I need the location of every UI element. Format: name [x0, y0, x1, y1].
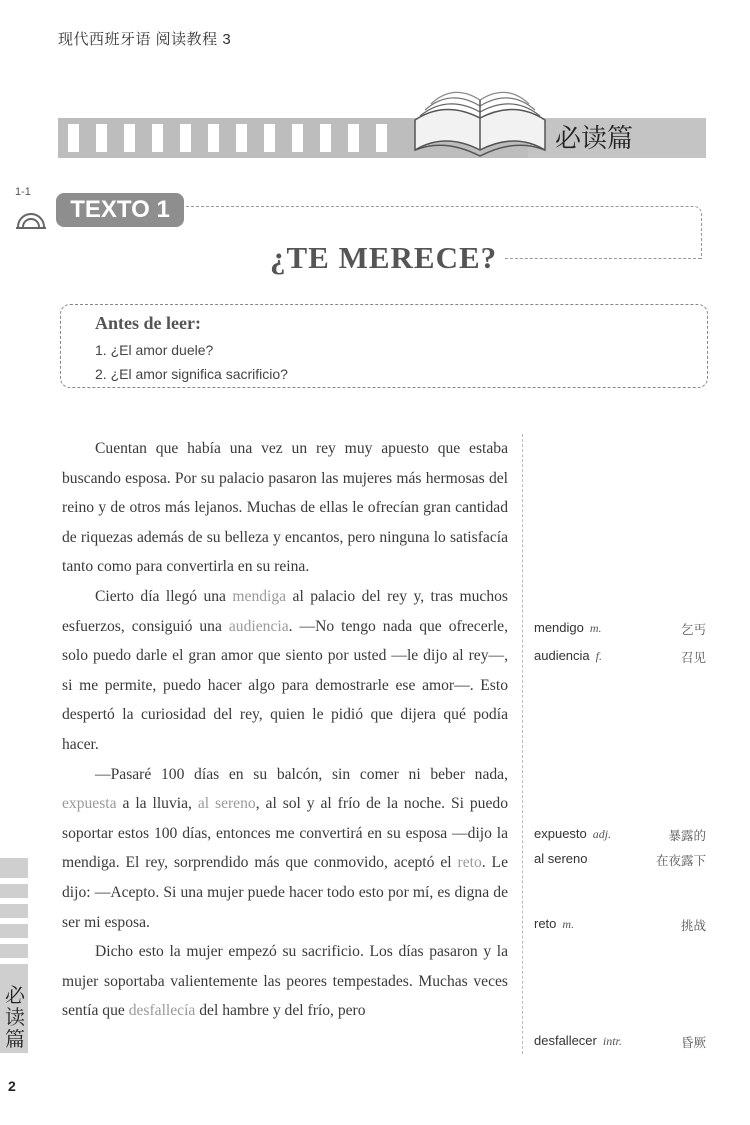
- vocab-meaning: 乞丐: [680, 623, 706, 637]
- side-tab-label: 必读篇: [5, 985, 25, 1051]
- vocab-entry: [534, 648, 706, 664]
- title-frame-tail: [505, 258, 701, 259]
- vocab-meaning: 暴露的: [668, 829, 706, 843]
- vocab-entry: [534, 1033, 706, 1049]
- vocab-entry: [534, 620, 706, 636]
- vocab-gram: m.: [589, 621, 602, 635]
- vocab-meaning: 召见: [680, 651, 706, 665]
- vocab-highlight: mendiga: [232, 587, 287, 605]
- prereading-question: 1. ¿El amor duele?: [95, 342, 214, 358]
- page-number: 2: [8, 1078, 16, 1094]
- texto-number: 1-1: [15, 186, 31, 198]
- vocab-word: mendigo: [534, 620, 584, 635]
- paragraph: —Pasaré 100 días en su balcón, sin comer ni beber nada, expuesta a la lluvia, al sereno, al sol y al frío de la noche. Si puedo soportar estos 100 días, entonces me convertirá en su esposa —dijo la mendiga. El rey, sorprendido más que conmovido, aceptó el reto. Le dijo: —Acepto. Si una mujer puede hacer todo esto por mí, es digna de ser mi esposa.: [62, 765, 508, 931]
- vocab-entry: [534, 851, 706, 866]
- vocab-highlight: desfallecía: [128, 1002, 196, 1020]
- vocab-word: al sereno: [534, 851, 588, 866]
- vocab-entry: [534, 826, 706, 842]
- audio-track-icon[interactable]: [14, 205, 48, 231]
- texto-badge: TEXTO 1: [56, 193, 184, 227]
- vocab-highlight: audiencia: [228, 617, 289, 635]
- vocab-word: audiencia: [534, 648, 590, 663]
- vocab-meaning: 昏厥: [680, 1036, 706, 1050]
- book-title: 现代西班牙语 阅读教程 3: [58, 31, 232, 48]
- vocab-word: expuesto: [534, 826, 587, 841]
- section-label: 必读篇: [555, 123, 634, 153]
- paragraph: Cierto día llegó una mendiga al palacio del rey y, tras muchos esfuerzos, consiguió una audiencia. —No tengo nada que ofrecerle, solo puedo darle el gran amor que siento por usted —le dijo al rey—, si me permite, puedo hacer algo para demostrarle ese amor—. Esto despertó la curiosidad del rey, quien le pidió que dijera qué podía hacer.: [62, 587, 508, 753]
- vocab-highlight: al sereno: [197, 795, 256, 813]
- open-book-icon: [405, 80, 555, 160]
- vocab-gram: intr.: [602, 1034, 622, 1048]
- paragraph: Cuentan que había una vez un rey muy apuesto que estaba buscando esposa. Por su palacio pasaron las mujeres más hermosas del reino y de otros más lejanos. Muchas de ellas le ofrecían gran cantidad de riquezas además de su belleza y encantos, pero ninguna lo satisfacía tanto como para convertirla en su reina.: [62, 440, 508, 576]
- vocab-highlight: reto: [457, 854, 482, 872]
- vocab-word: reto: [534, 916, 557, 931]
- vocab-meaning: 挑战: [680, 919, 706, 933]
- vocab-gram: m.: [562, 917, 575, 931]
- paragraph: Dicho esto la mujer empezó su sacrificio. Los días pasaron y la mujer soportaba valientemente las peores tempestades. Muchas veces sentía que desfallecía del hambre y del frío, pero: [62, 943, 508, 1020]
- vocab-word: desfallecer: [534, 1033, 597, 1048]
- vocab-divider: [522, 434, 523, 1054]
- vocab-entry: [534, 916, 706, 932]
- prereading-title: Antes de leer:: [95, 313, 201, 333]
- reading-text: [62, 434, 508, 1026]
- vocab-meaning: 在夜露下: [655, 854, 706, 868]
- main-title: ¿TE MERECE?: [270, 240, 498, 275]
- prereading-question: 2. ¿El amor significa sacrificio?: [95, 366, 288, 382]
- vocab-gram: f.: [595, 649, 602, 663]
- vocab-highlight: expuesta: [62, 795, 117, 813]
- vocab-gram: adj.: [592, 827, 612, 841]
